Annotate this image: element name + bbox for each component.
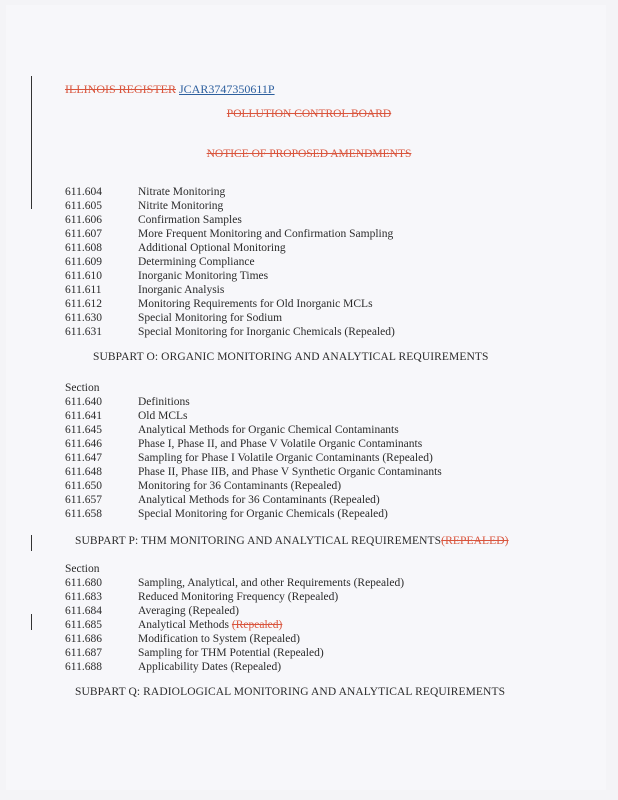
section-label: Section	[65, 382, 100, 394]
list-item: 611.607 More Frequent Monitoring and Confirmation Sampling	[65, 228, 394, 240]
list-item: 611.608 Additional Optional Monitoring	[65, 242, 286, 254]
list-item: 611.630 Special Monitoring for Sodium	[65, 312, 283, 324]
change-bar	[31, 535, 32, 551]
list-item: 611.610 Inorganic Monitoring Times	[65, 270, 269, 282]
list-item: 611.641 Old MCLs	[65, 410, 188, 422]
list-item: 611.685 Analytical Methods (Repealed)	[65, 619, 283, 631]
list-item: 611.611 Inorganic Analysis	[65, 284, 225, 296]
list-item: 611.683 Reduced Monitoring Frequency (Repealed)	[65, 591, 339, 603]
register-deleted-text: ILLINOIS REGISTER	[65, 82, 176, 96]
list-item: 611.605 Nitrite Monitoring	[65, 200, 224, 212]
section-list-thm	[65, 562, 404, 674]
subpart-p-heading: SUBPART P: THM MONITORING AND ANALYTICAL REQUIREMENTS(REPEALED)	[75, 535, 509, 547]
subpart-q-heading: SUBPART Q: RADIOLOGICAL MONITORING AND ANALYTICAL REQUIREMENTS	[75, 686, 506, 698]
section-label: Section	[65, 563, 100, 575]
list-item: 611.640 Definitions	[65, 396, 190, 408]
list-item: 611.657 Analytical Methods for 36 Contaminants (Repealed)	[65, 494, 380, 506]
list-item: 611.650 Monitoring for 36 Contaminants (Repealed)	[65, 480, 342, 492]
notice-title: NOTICE OF PROPOSED AMENDMENTS	[206, 148, 412, 160]
list-item: 611.606 Confirmation Samples	[65, 214, 242, 226]
change-bar	[31, 76, 32, 209]
change-bar	[31, 614, 32, 630]
list-item: 611.688 Applicability Dates (Repealed)	[65, 661, 282, 673]
register-header	[65, 82, 275, 97]
list-item: 611.645 Analytical Methods for Organic Chemical Contaminants	[65, 424, 399, 436]
list-item: 611.612 Monitoring Requirements for Old Inorganic MCLs	[65, 298, 373, 310]
list-item: 611.687 Sampling for THM Potential (Repealed)	[65, 647, 324, 659]
section-list-inorganic	[65, 185, 395, 339]
list-item: 611.684 Averaging (Repealed)	[65, 605, 240, 617]
list-item: 611.631 Special Monitoring for Inorganic Chemicals (Repealed)	[65, 326, 395, 338]
list-item: 611.609 Determining Compliance	[65, 256, 255, 268]
list-item: 611.680 Sampling, Analytical, and other Requirements (Repealed)	[65, 577, 405, 589]
list-item: 611.604 Nitrate Monitoring	[65, 186, 226, 198]
list-item: 611.647 Sampling for Phase I Volatile Organic Contaminants (Repealed)	[65, 452, 433, 464]
list-item: 611.646 Phase I, Phase II, and Phase V Volatile Organic Contaminants	[65, 438, 423, 450]
register-inserted-text: JCAR3747350611P	[179, 82, 275, 96]
list-item: 611.686 Modification to System (Repealed)	[65, 633, 300, 645]
board-title: POLLUTION CONTROL BOARD	[226, 108, 392, 120]
list-item: 611.648 Phase II, Phase IIB, and Phase V Synthetic Organic Contaminants	[65, 466, 442, 478]
deleted-text: (REPEALED)	[441, 535, 509, 547]
subpart-o-heading: SUBPART O: ORGANIC MONITORING AND ANALYTICAL REQUIREMENTS	[93, 351, 489, 363]
section-list-organic	[65, 381, 442, 521]
list-item: 611.658 Special Monitoring for Organic Chemicals (Repealed)	[65, 508, 388, 520]
deleted-text: (Repealed)	[231, 619, 283, 631]
